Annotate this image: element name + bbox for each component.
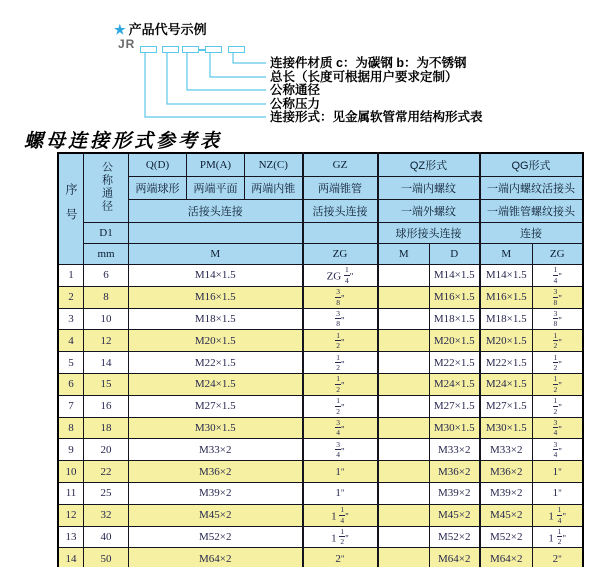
table-row	[58, 504, 583, 526]
cell-dn: 32	[84, 504, 129, 526]
cell-qz-m	[378, 504, 430, 526]
cell-qg-zg: $\frac{1}{2}$ "	[533, 330, 583, 352]
cell-qg-zg: $\frac{3}{8}$ "	[533, 286, 583, 308]
cell-gz-zg: $\frac{3}{4}$ "	[303, 417, 378, 439]
cell-seq: 14	[58, 548, 84, 567]
table-row	[58, 439, 583, 461]
cell-seq: 12	[58, 504, 84, 526]
cell-qz-d: M20×1.5	[430, 330, 480, 352]
code-box-1	[140, 46, 157, 53]
cell-qg-m: M20×1.5	[480, 330, 533, 352]
cell-qz-m	[378, 439, 430, 461]
cell-qz-m	[378, 417, 430, 439]
table-row	[58, 352, 583, 374]
header-unit-qz-d: D	[430, 244, 480, 265]
cell-qg-m: M27×1.5	[480, 395, 533, 417]
cell-dn: 14	[84, 352, 129, 374]
header-blank-left	[129, 223, 303, 244]
cell-qz-d: M36×2	[430, 461, 480, 483]
cell-qz-m	[378, 286, 430, 308]
cell-qg-zg: 1 $\frac{1}{4}$ "	[533, 504, 583, 526]
cell-qg-zg: $\frac{3}{4}$ "	[533, 417, 583, 439]
header-conn-left: 活接头连接	[129, 200, 303, 223]
table-row	[58, 526, 583, 548]
header-sub-q: 两端球形	[129, 177, 187, 200]
table-row	[58, 548, 583, 567]
cell-seq: 6	[58, 373, 84, 395]
header-blank-gz	[303, 223, 378, 244]
star-icon: ★	[114, 22, 126, 37]
header-sub-qg: 一端内螺纹活接头	[480, 177, 583, 200]
cell-gz-zg: $\frac{3}{8}$ "	[303, 308, 378, 330]
cell-qz-d: M14×1.5	[430, 265, 480, 287]
header-sub-pm: 两端平面	[187, 177, 245, 200]
cell-seq: 2	[58, 286, 84, 308]
label-connection-form: 连接形式：见金属软管常用结构形式表	[270, 110, 483, 124]
cell-qz-m	[378, 352, 430, 374]
cell-qg-m: M36×2	[480, 461, 533, 483]
cell-gz-zg: $\frac{3}{8}$ "	[303, 286, 378, 308]
cell-dn: 40	[84, 526, 129, 548]
cell-qz-m	[378, 482, 430, 504]
cell-dn: 15	[84, 373, 129, 395]
header-seq: 序号	[58, 153, 84, 265]
label-total-length: 总长（长度可根据用户要求定制）	[270, 70, 458, 84]
cell-seq: 13	[58, 526, 84, 548]
cell-qz-d: M18×1.5	[430, 308, 480, 330]
cell-dn: 22	[84, 461, 129, 483]
cell-m: M24×1.5	[129, 373, 303, 395]
cell-qg-zg: 1"	[533, 482, 583, 504]
header-unit-qg-m: M	[480, 244, 533, 265]
cell-qg-zg: 1 $\frac{1}{2}$ "	[533, 526, 583, 548]
cell-qz-d: M45×2	[430, 504, 480, 526]
cell-qz-m	[378, 526, 430, 548]
cell-qg-zg: $\frac{1}{2}$ "	[533, 373, 583, 395]
cell-m: M18×1.5	[129, 308, 303, 330]
cell-gz-zg: 1 $\frac{1}{2}$ "	[303, 526, 378, 548]
table-row	[58, 330, 583, 352]
cell-qz-d: M39×2	[430, 482, 480, 504]
cell-dn: 20	[84, 439, 129, 461]
cell-qz-d: M24×1.5	[430, 373, 480, 395]
header-mm: mm	[84, 244, 129, 265]
header-sub-gz: 两端锥管	[303, 177, 378, 200]
product-code-prefix: JR	[118, 37, 136, 51]
table-body	[58, 265, 583, 567]
header-dn: 公称通径	[84, 153, 129, 223]
cell-seq: 1	[58, 265, 84, 287]
cell-dn: 18	[84, 417, 129, 439]
cell-dn: 50	[84, 548, 129, 567]
cell-m: M64×2	[129, 548, 303, 567]
cell-qz-m	[378, 330, 430, 352]
header-col-q: Q(D)	[129, 153, 187, 177]
header-unit-zg: ZG	[303, 244, 378, 265]
cell-m: M39×2	[129, 482, 303, 504]
label-nominal-diameter: 公称通径	[270, 83, 321, 97]
cell-qg-m: M24×1.5	[480, 373, 533, 395]
cell-qg-zg: $\frac{1}{4}$ "	[533, 265, 583, 287]
cell-gz-zg: $\frac{1}{2}$ "	[303, 395, 378, 417]
cell-qz-d: M64×2	[430, 548, 480, 567]
cell-seq: 7	[58, 395, 84, 417]
cell-qz-d: M52×2	[430, 526, 480, 548]
cell-qg-zg: $\frac{1}{2}$ "	[533, 352, 583, 374]
cell-qg-zg: 2"	[533, 548, 583, 567]
table-row	[58, 308, 583, 330]
table-row	[58, 417, 583, 439]
cell-qg-zg: $\frac{3}{4}$ "	[533, 439, 583, 461]
header-conn-qz: 一端外螺纹	[378, 200, 480, 223]
cell-dn: 12	[84, 330, 129, 352]
cell-seq: 8	[58, 417, 84, 439]
header-col-pm: PM(A)	[187, 153, 245, 177]
cell-qg-m: M33×2	[480, 439, 533, 461]
cell-qz-m	[378, 373, 430, 395]
nut-connection-table	[57, 152, 584, 567]
cell-dn: 6	[84, 265, 129, 287]
header-join-qg: 连接	[480, 223, 583, 244]
header-unit-qg-zg: ZG	[533, 244, 583, 265]
header-col-gz: GZ	[303, 153, 378, 177]
header-join-qz: 球形接头连接	[378, 223, 480, 244]
table-header	[58, 153, 583, 265]
cell-seq: 3	[58, 308, 84, 330]
cell-m: M52×2	[129, 526, 303, 548]
cell-qg-m: M18×1.5	[480, 308, 533, 330]
cell-seq: 4	[58, 330, 84, 352]
cell-gz-zg: 1"	[303, 461, 378, 483]
cell-dn: 10	[84, 308, 129, 330]
cell-qg-m: M22×1.5	[480, 352, 533, 374]
cell-gz-zg: 2"	[303, 548, 378, 567]
header-col-nz: NZ(C)	[245, 153, 303, 177]
cell-qg-m: M14×1.5	[480, 265, 533, 287]
cell-seq: 10	[58, 461, 84, 483]
cell-qz-m	[378, 548, 430, 567]
cell-qg-m: M45×2	[480, 504, 533, 526]
header-d1: D1	[84, 223, 129, 244]
cell-qg-m: M64×2	[480, 548, 533, 567]
header-unit-m: M	[129, 244, 303, 265]
cell-qg-m: M39×2	[480, 482, 533, 504]
cell-gz-zg: 1 $\frac{1}{4}$ "	[303, 504, 378, 526]
cell-gz-zg: 1"	[303, 482, 378, 504]
header-col-qg: QG形式	[480, 153, 583, 177]
cell-m: M33×2	[129, 439, 303, 461]
cell-qz-d: M22×1.5	[430, 352, 480, 374]
header-unit-qz-m: M	[378, 244, 430, 265]
cell-qz-d: M30×1.5	[430, 417, 480, 439]
label-material: 连接件材质 c：为碳钢 b：为不锈钢	[270, 56, 467, 70]
table-title: 螺母连接形式参考表	[24, 131, 223, 152]
cell-qg-m: M16×1.5	[480, 286, 533, 308]
cell-gz-zg: $\frac{1}{2}$ "	[303, 373, 378, 395]
code-box-5	[228, 46, 245, 53]
cell-qg-zg: $\frac{1}{2}$ "	[533, 395, 583, 417]
cell-gz-zg: $\frac{1}{2}$ "	[303, 352, 378, 374]
cell-dn: 8	[84, 286, 129, 308]
cell-seq: 5	[58, 352, 84, 374]
cell-dn: 16	[84, 395, 129, 417]
code-box-4	[205, 46, 222, 53]
table-row	[58, 373, 583, 395]
cell-gz-zg: $\frac{3}{4}$ "	[303, 439, 378, 461]
header-sub-nz: 两端内锥	[245, 177, 303, 200]
cell-m: M16×1.5	[129, 286, 303, 308]
cell-m: M27×1.5	[129, 395, 303, 417]
cell-m: M22×1.5	[129, 352, 303, 374]
cell-dn: 25	[84, 482, 129, 504]
table-row	[58, 265, 583, 287]
header-sub-qz: 一端内螺纹	[378, 177, 480, 200]
cell-seq: 9	[58, 439, 84, 461]
cell-m: M45×2	[129, 504, 303, 526]
cell-qz-m	[378, 265, 430, 287]
table-row	[58, 482, 583, 504]
cell-qg-zg: $\frac{3}{8}$ "	[533, 308, 583, 330]
cell-m: M20×1.5	[129, 330, 303, 352]
code-box-2	[162, 46, 179, 53]
cell-gz-zg: $\frac{1}{2}$ "	[303, 330, 378, 352]
table-row	[58, 461, 583, 483]
label-nominal-pressure: 公称压力	[270, 97, 321, 111]
code-box-3	[182, 46, 199, 53]
cell-qz-d: M16×1.5	[430, 286, 480, 308]
cell-seq: 11	[58, 482, 84, 504]
header-conn-gz: 活接头连接	[303, 200, 378, 223]
cell-qz-m	[378, 461, 430, 483]
header-col-qz: QZ形式	[378, 153, 480, 177]
cell-m: M30×1.5	[129, 417, 303, 439]
cell-m: M14×1.5	[129, 265, 303, 287]
cell-qg-m: M52×2	[480, 526, 533, 548]
cell-m: M36×2	[129, 461, 303, 483]
cell-gz-zg: ZG $\frac{1}{4}$ "	[303, 265, 378, 287]
diagram-title	[114, 19, 207, 38]
cell-qz-d: M27×1.5	[430, 395, 480, 417]
cell-qz-m	[378, 395, 430, 417]
cell-qg-m: M30×1.5	[480, 417, 533, 439]
cell-qz-d: M33×2	[430, 439, 480, 461]
cell-qg-zg: 1"	[533, 461, 583, 483]
diagram-title-text: 产品代号示例	[128, 22, 207, 37]
table-row	[58, 395, 583, 417]
table-row	[58, 286, 583, 308]
cell-qz-m	[378, 308, 430, 330]
header-conn-qg: 一端锥管螺纹接头	[480, 200, 583, 223]
